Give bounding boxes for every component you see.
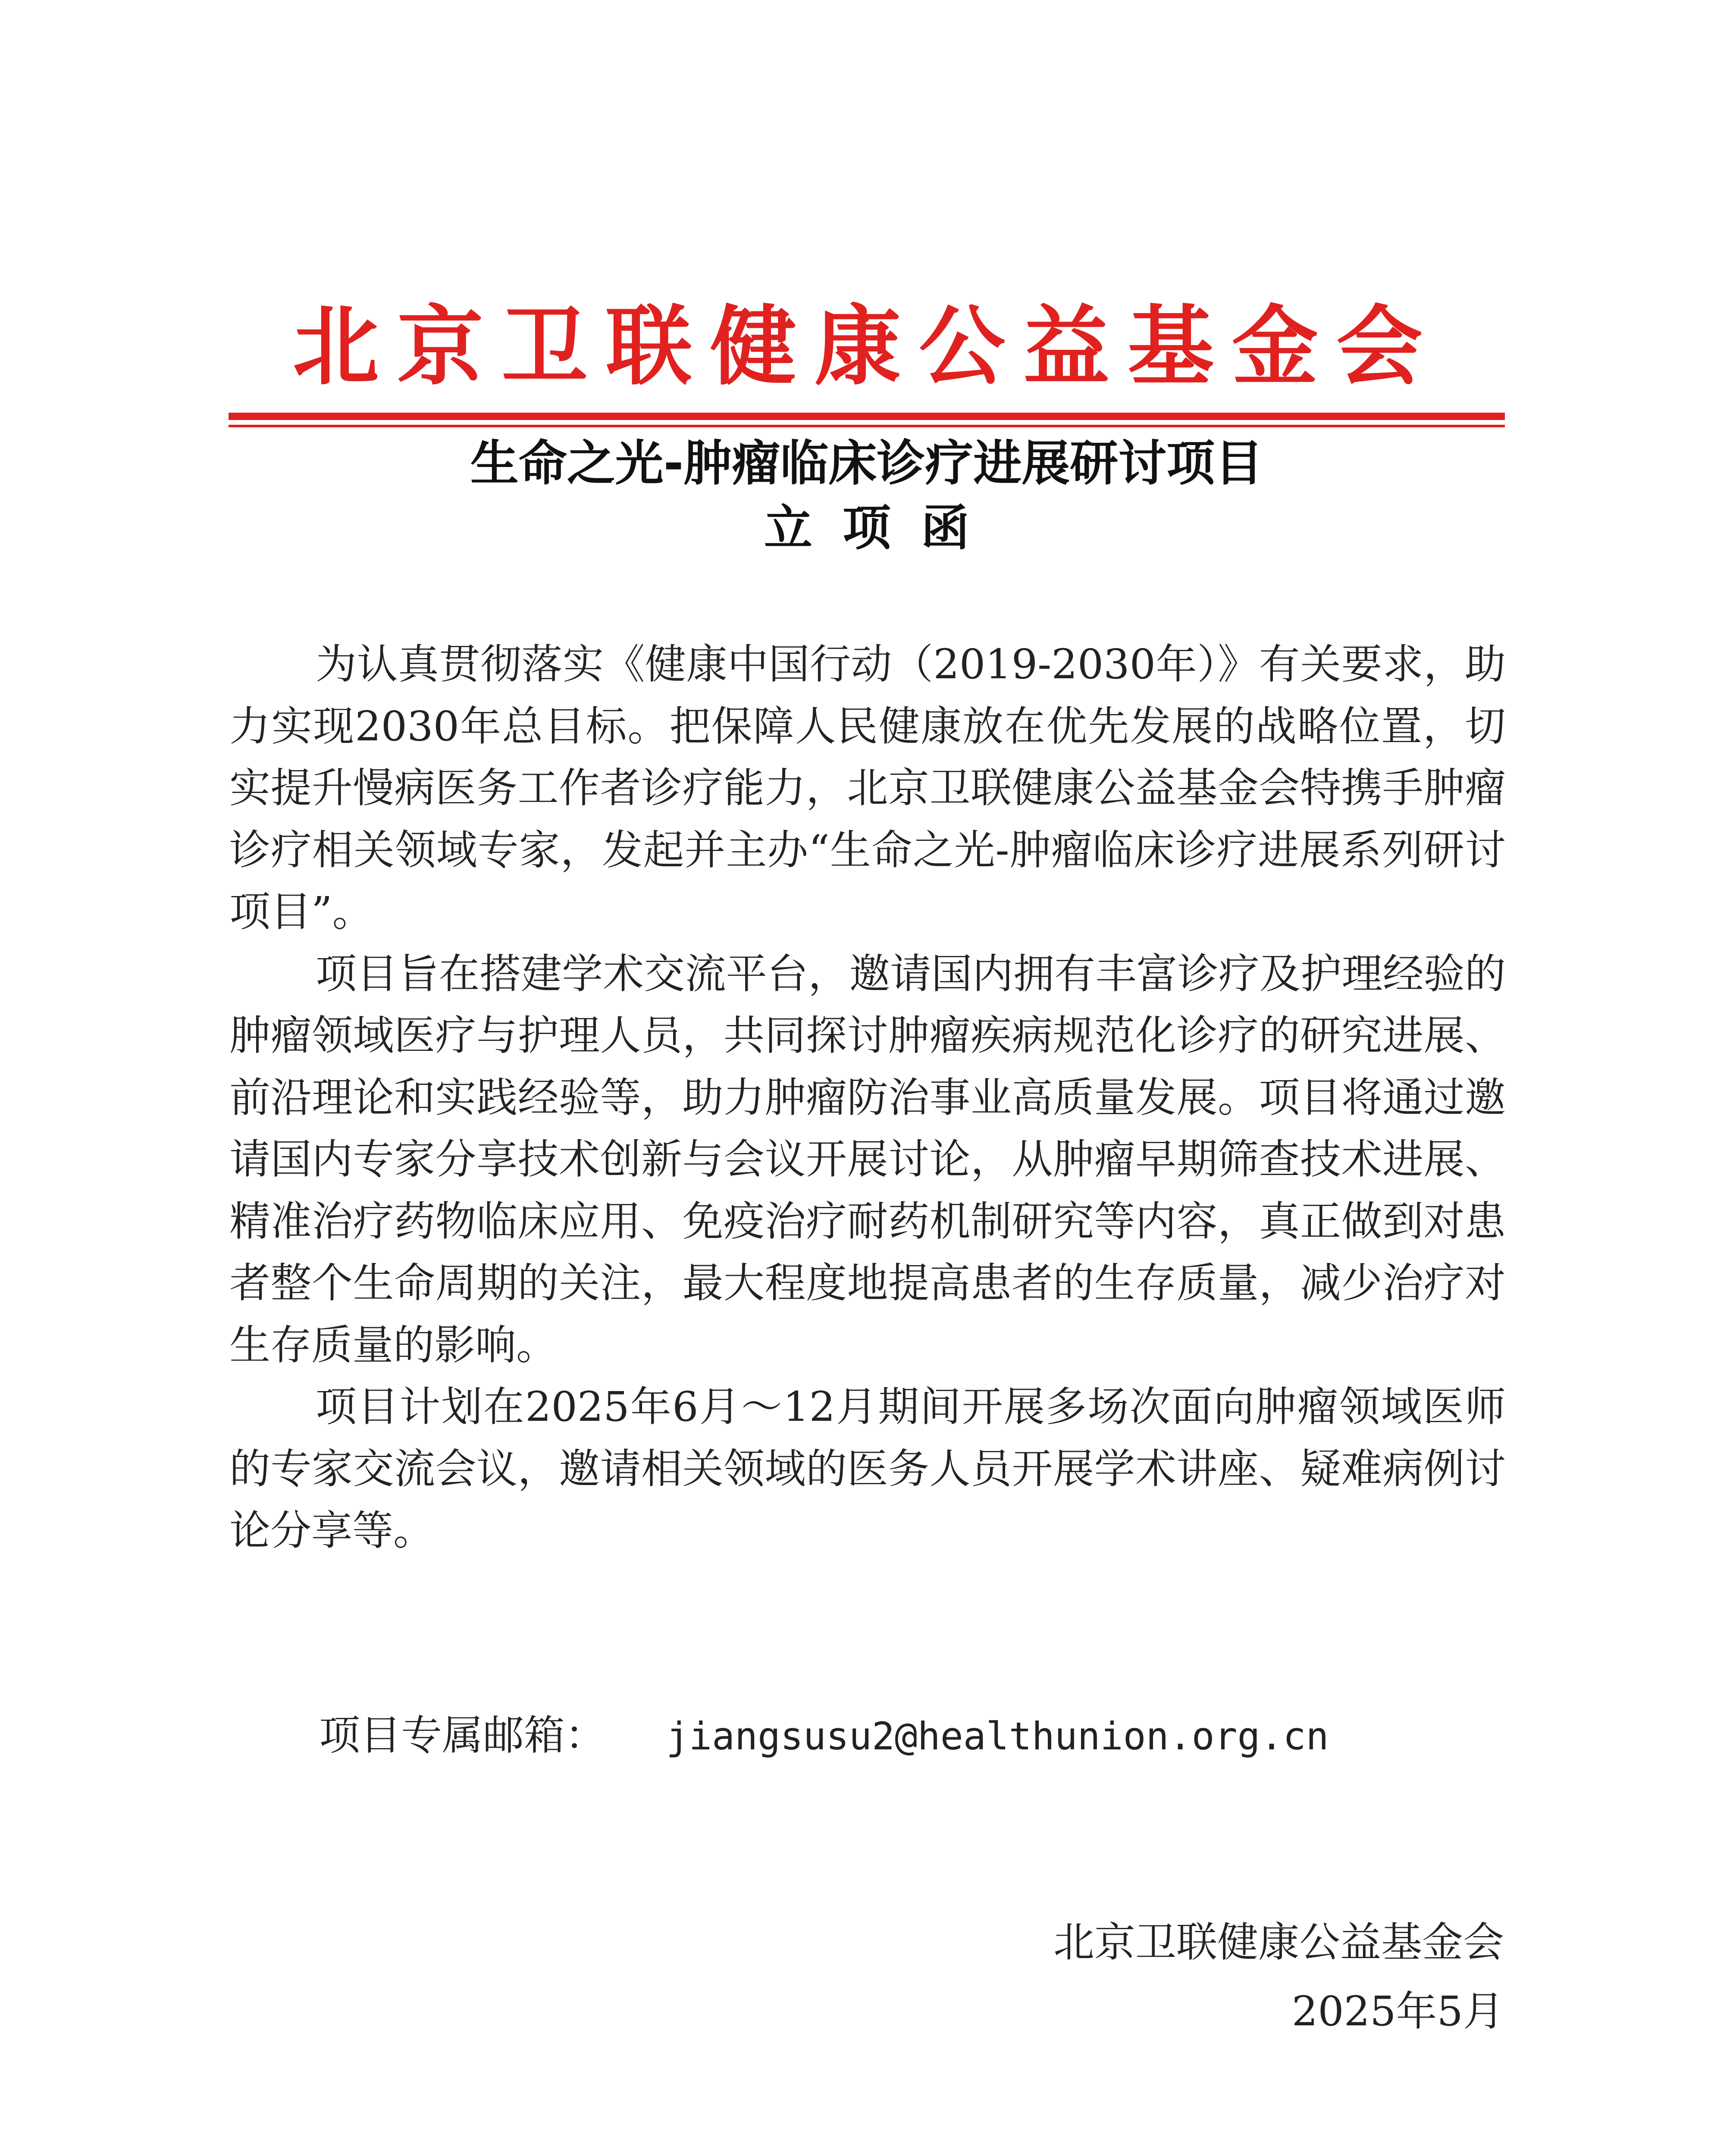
signature-organization: 北京卫联健康公益基金会 xyxy=(1053,1919,1504,1966)
divider-thick-line xyxy=(229,413,1505,420)
email-address-link[interactable]: jiangsusu2@healthunion.org.cn xyxy=(666,1714,1329,1758)
email-label: 项目专属邮箱： xyxy=(319,1712,606,1759)
letter-body xyxy=(229,634,1506,1562)
contact-email-line xyxy=(319,1708,1329,1764)
letterhead-divider-top xyxy=(229,413,1505,427)
document-title: 生命之光-肿瘤临床诊疗进展研讨项目 xyxy=(470,436,1263,492)
body-paragraph-2: 项目旨在搭建学术交流平台，邀请国内拥有丰富诊疗及护理经验的肿瘤领域医疗与护理人员，共同探讨肿瘤疾病规范化诊疗的研究进展、前沿理论和实践经验等，助力肿瘤防治事业高质量发展。项目将通过邀请国内专家分享技术创新与会议开展讨论，从肿瘤早期筛查技术进展、精准治疗药物临床应用、免疫治疗耐药机制研究等内容，真正做到对患者整个生命周期的关注，最大程度地提高患者的生存质量，减少治疗对生存质量的影响。 xyxy=(229,950,1506,1369)
signature-block xyxy=(1053,1908,1504,2046)
body-paragraph-1: 为认真贯彻落实《健康中国行动（2019-2030年）》有关要求，助力实现2030年总目标。把保障人民健康放在优先发展的战略位置，切实提升慢病医务工作者诊疗能力，北京卫联健康公益基金会特携手肿瘤诊疗相关领域专家，发起并主办“生命之光-肿瘤临床诊疗进展系列研讨项目”。 xyxy=(229,641,1506,936)
signature-date: 2025年5月 xyxy=(1291,1988,1504,2035)
body-paragraph-3: 项目计划在2025年6月～12月期间开展多场次面向肿瘤领域医师的专家交流会议，邀请相关领域的医务人员开展学术讲座、疑难病例讨论分享等。 xyxy=(229,1383,1506,1554)
document-subtitle: 立项函 xyxy=(764,500,1000,556)
divider-thin-line xyxy=(229,425,1505,427)
organization-letterhead: 北京卫联健康公益基金会 xyxy=(292,297,1441,397)
